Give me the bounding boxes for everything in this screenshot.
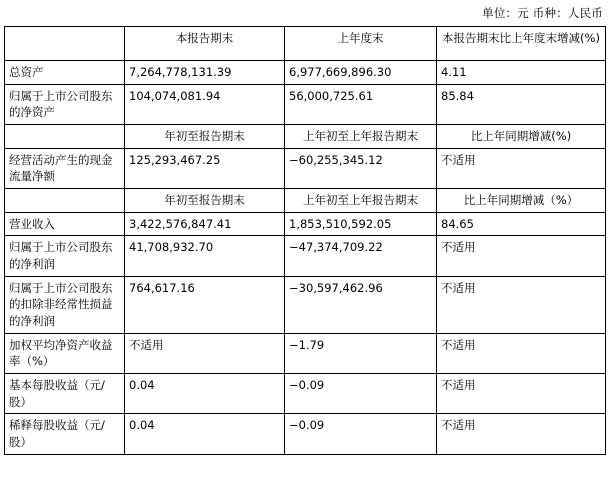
table-row	[5, 414, 606, 454]
row-value-3: 不适用	[437, 236, 606, 276]
row-value-1: 764,617.16	[125, 276, 285, 333]
financial-summary-table	[4, 26, 606, 455]
table-row	[5, 236, 606, 276]
row-value-1: 0.04	[125, 374, 285, 414]
row-label: 营业收入	[5, 212, 125, 236]
table-row	[5, 333, 606, 373]
row-value-1: 0.04	[125, 414, 285, 454]
row-value-2: −60,255,345.12	[285, 148, 437, 188]
row-label: 稀释每股收益（元/股）	[5, 414, 125, 454]
subheader-cell-yoy-change: 比上年同期增减（%）	[437, 189, 606, 213]
row-value-3: 85.84	[437, 84, 606, 124]
row-value-3: 不适用	[437, 333, 606, 373]
subheader-cell-blank	[5, 125, 125, 149]
row-value-2: −0.09	[285, 414, 437, 454]
row-value-2: −0.09	[285, 374, 437, 414]
subheader-cell-blank	[5, 189, 125, 213]
row-value-2: 6,977,669,896.30	[285, 61, 437, 85]
table-row	[5, 212, 606, 236]
row-value-2: −1.79	[285, 333, 437, 373]
row-label: 归属于上市公司股东的扣除非经常性损益的净利润	[5, 276, 125, 333]
row-value-3: 不适用	[437, 374, 606, 414]
table-row	[5, 148, 606, 188]
row-value-3: 不适用	[437, 276, 606, 333]
subheader-cell-yoy-change: 比上年同期增减(%)	[437, 125, 606, 149]
table-row	[5, 84, 606, 124]
table-header-row	[5, 27, 606, 61]
subheader-cell-ytd: 年初至报告期末	[125, 125, 285, 149]
row-value-1: 104,074,081.94	[125, 84, 285, 124]
row-label: 总资产	[5, 61, 125, 85]
table-subheader-row	[5, 189, 606, 213]
row-value-1: 125,293,467.25	[125, 148, 285, 188]
row-label: 归属于上市公司股东的净资产	[5, 84, 125, 124]
table-row	[5, 276, 606, 333]
table-subheader-row	[5, 125, 606, 149]
header-cell-blank	[5, 27, 125, 61]
row-label: 加权平均净资产收益率（%）	[5, 333, 125, 373]
unit-note: 单位：元 币种：人民币	[482, 6, 603, 20]
table-row	[5, 374, 606, 414]
subheader-cell-prior-ytd: 上年初至上年报告期末	[285, 125, 437, 149]
row-value-2: 1,853,510,592.05	[285, 212, 437, 236]
row-value-3: 84.65	[437, 212, 606, 236]
row-value-2: −47,374,709.22	[285, 236, 437, 276]
row-value-3: 4.11	[437, 61, 606, 85]
header-cell-last-year-end: 上年度末	[285, 27, 437, 61]
row-value-3: 不适用	[437, 414, 606, 454]
row-value-1: 不适用	[125, 333, 285, 373]
row-label: 基本每股收益（元/股）	[5, 374, 125, 414]
row-value-3: 不适用	[437, 148, 606, 188]
subheader-cell-prior-ytd: 上年初至上年报告期末	[285, 189, 437, 213]
row-value-1: 7,264,778,131.39	[125, 61, 285, 85]
subheader-cell-ytd: 年初至报告期末	[125, 189, 285, 213]
row-label: 归属于上市公司股东的净利润	[5, 236, 125, 276]
row-label: 经营活动产生的现金流量净额	[5, 148, 125, 188]
row-value-1: 41,708,932.70	[125, 236, 285, 276]
header-cell-period-end: 本报告期末	[125, 27, 285, 61]
table-row	[5, 61, 606, 85]
header-cell-change: 本报告期末比上年度末增减(%)	[437, 27, 606, 61]
row-value-2: −30,597,462.96	[285, 276, 437, 333]
row-value-1: 3,422,576,847.41	[125, 212, 285, 236]
row-value-2: 56,000,725.61	[285, 84, 437, 124]
